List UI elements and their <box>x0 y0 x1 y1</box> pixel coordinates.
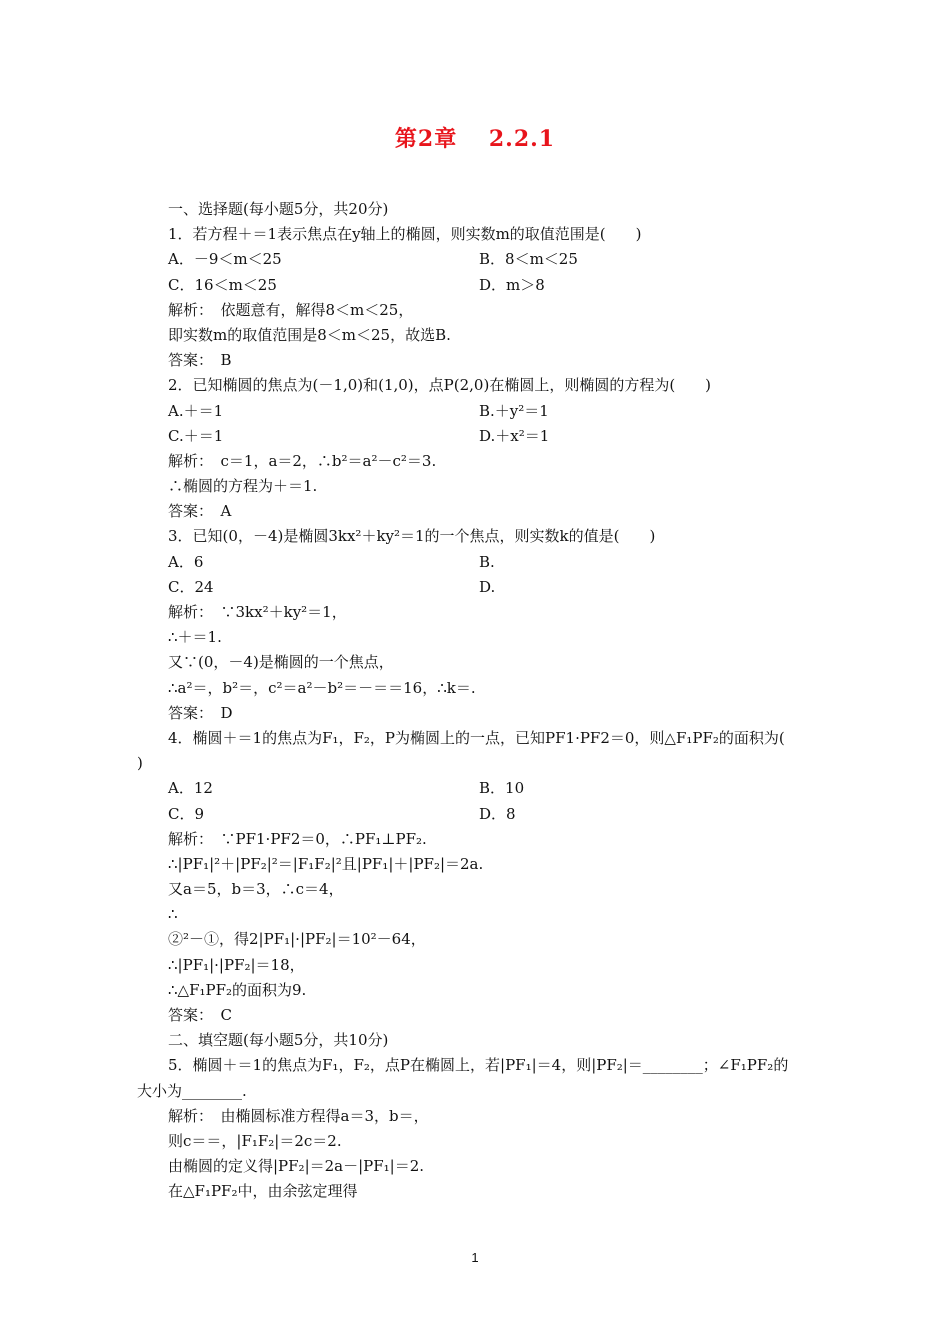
text-line: 又∵(0，－4)是椭圆的一个焦点， <box>168 653 394 672</box>
option-left: A．－9＜m＜25 <box>168 250 282 269</box>
text-line: 答案： D <box>168 703 233 722</box>
text-line: 4．椭圆＋＝1的焦点为F₁，F₂，P为椭圆上的一点，已知PF1·PF2＝0，则△F₁PF₂的面积为( <box>168 728 785 747</box>
text-line: 大小为________. <box>137 1081 247 1100</box>
text-line: 一、选择题(每小题5分，共20分) <box>168 200 389 218</box>
document-body <box>137 197 817 1205</box>
option-left: A．6 <box>168 552 204 571</box>
option-right: B．10 <box>479 779 525 798</box>
text-line: ∴＋＝1. <box>168 628 222 647</box>
option-left: A.＋＝1 <box>168 401 224 420</box>
text-line: 二、填空题(每小题5分，共10分) <box>168 1031 389 1050</box>
text-line: ∴|PF₁|·|PF₂|＝18， <box>168 955 305 974</box>
text-line: ∴|PF₁|²＋|PF₂|²＝|F₁F₂|²且|PF₁|＋|PF₂|＝2a. <box>168 854 484 873</box>
page-number: 1 <box>471 1250 479 1265</box>
text-line: 答案： A <box>168 502 232 521</box>
text-line: 解析： ∵3kx²＋ky²＝1， <box>168 603 347 621</box>
option-left: C．24 <box>168 577 214 596</box>
text-line: 2．已知椭圆的焦点为(－1,0)和(1,0)，点P(2,0)在椭圆上，则椭圆的方程为( ) <box>168 376 712 395</box>
text-line: 解析： 依题意有，解得8＜m＜25， <box>168 300 414 319</box>
text-line: 答案： C <box>168 1006 232 1024</box>
option-row <box>137 399 817 424</box>
option-row <box>137 575 817 600</box>
option-row <box>137 247 817 272</box>
option-left: C．16＜m＜25 <box>168 275 277 294</box>
option-row <box>137 550 817 575</box>
text-line: 答案： B <box>168 351 232 370</box>
text-line: ∴椭圆的方程为＋＝1. <box>168 477 318 496</box>
text-line: ∴ <box>168 905 178 924</box>
text-line: ②²－①，得2|PF₁|·|PF₂|＝10²－64， <box>168 930 426 949</box>
text-line: 在△F₁PF₂中，由余弦定理得 <box>168 1182 358 1201</box>
text-line: ∴a²＝，b²＝，c²＝a²－b²＝－＝＝16，∴k＝. <box>168 678 476 697</box>
text-line: 由椭圆的定义得|PF₂|＝2a－|PF₁|＝2. <box>168 1157 425 1176</box>
option-right: D. <box>479 577 496 596</box>
text-line: ∴△F₁PF₂的面积为9. <box>168 980 307 999</box>
option-right: D．m＞8 <box>479 275 545 294</box>
option-row <box>137 776 817 801</box>
option-row <box>137 802 817 827</box>
option-left: A．12 <box>168 779 213 798</box>
option-row <box>137 273 817 298</box>
page-title: 第2章 2.2.1 <box>394 126 556 152</box>
option-right: D．8 <box>479 804 516 823</box>
option-row <box>137 424 817 449</box>
text-line: ) <box>137 754 143 773</box>
option-right: D.＋x²＝1 <box>479 426 550 445</box>
option-right: B.＋y²＝1 <box>479 401 549 420</box>
text-line: 解析： c＝1，a＝2，∴b²＝a²－c²＝3. <box>168 451 437 470</box>
option-right: B. <box>479 552 495 571</box>
text-line: 解析： ∵PF1·PF2＝0，∴PF₁⊥PF₂. <box>168 829 427 848</box>
text-line: 5．椭圆＋＝1的焦点为F₁，F₂，点P在椭圆上，若|PF₁|＝4，则|PF₂|＝________；∠F₁PF₂的 <box>168 1056 789 1075</box>
text-line: 3．已知(0，－4)是椭圆3kx²＋ky²＝1的一个焦点，则实数k的值是( ) <box>168 527 656 546</box>
text-line: 即实数m的取值范围是8＜m＜25，故选B. <box>168 325 451 344</box>
option-right: B．8＜m＜25 <box>479 250 578 269</box>
text-line: 又a＝5，b＝3，∴c＝4， <box>168 880 344 899</box>
option-left: C.＋＝1 <box>168 426 224 445</box>
text-line: 解析： 由椭圆标准方程得a＝3，b＝， <box>168 1106 429 1125</box>
text-line: 则c＝＝，|F₁F₂|＝2c＝2. <box>168 1131 342 1150</box>
text-line: 1．若方程＋＝1表示焦点在y轴上的椭圆，则实数m的取值范围是( ) <box>168 225 642 244</box>
option-left: C．9 <box>168 804 205 823</box>
